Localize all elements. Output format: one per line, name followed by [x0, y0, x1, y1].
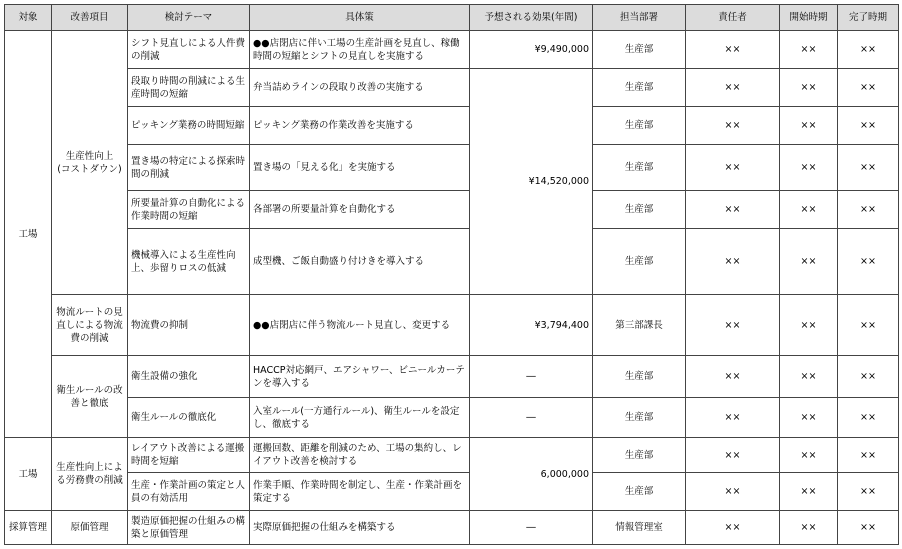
end-cell: ×× [838, 295, 899, 356]
owner-cell: ×× [686, 356, 780, 398]
effect-cell: ― [470, 511, 593, 545]
measure-cell: 置き場の「見える化」を実施する [250, 145, 470, 191]
owner-cell: ×× [686, 191, 780, 229]
start-cell: ×× [780, 145, 838, 191]
owner-cell: ×× [686, 229, 780, 295]
header-target: 対象 [5, 5, 52, 31]
measure-cell: ピッキング業務の作業改善を実施する [250, 107, 470, 145]
end-cell: ×× [838, 511, 899, 545]
department-cell: 第三部課長 [593, 295, 686, 356]
theme-cell: 衛生設備の強化 [128, 356, 250, 398]
owner-cell: ×× [686, 398, 780, 438]
start-cell: ×× [780, 511, 838, 545]
header-row [5, 5, 899, 31]
theme-cell: 所要量計算の自動化による作業時間の短縮 [128, 191, 250, 229]
table-row [5, 191, 899, 229]
header-theme: 検討テーマ [128, 5, 250, 31]
theme-cell: 物流費の抑制 [128, 295, 250, 356]
table-row [5, 31, 899, 69]
measure-cell: 成型機、ご飯自動盛り付けきを導入する [250, 229, 470, 295]
header-owner: 責任者 [686, 5, 780, 31]
effect-cell: ¥14,520,000 [470, 69, 593, 295]
start-cell: ×× [780, 438, 838, 473]
end-cell: ×× [838, 229, 899, 295]
department-cell: 情報管理室 [593, 511, 686, 545]
table-row [5, 229, 899, 295]
table-row [5, 511, 899, 545]
measure-cell: 運搬回数、距離を削減のため、工場の集約し、レイアウト改善を検討する [250, 438, 470, 473]
header-department: 担当部署 [593, 5, 686, 31]
end-cell: ×× [838, 356, 899, 398]
start-cell: ×× [780, 473, 838, 511]
table-row [5, 295, 899, 356]
measure-cell: HACCP対応網戸、エアシャワー、ビニールカーテンを導入する [250, 356, 470, 398]
header-start: 開始時期 [780, 5, 838, 31]
theme-cell: 段取り時間の削減による生産時間の短縮 [128, 69, 250, 107]
department-cell: 生産部 [593, 145, 686, 191]
measure-cell: 実際原価把握の仕組みを構築する [250, 511, 470, 545]
department-cell: 生産部 [593, 69, 686, 107]
measure-cell: ●●店閉店に伴い工場の生産計画を見直し、稼働時間の短縮とシフトの見直しを実施する [250, 31, 470, 69]
department-cell: 生産部 [593, 356, 686, 398]
table-row [5, 438, 899, 473]
header-end: 完了時期 [838, 5, 899, 31]
end-cell: ×× [838, 145, 899, 191]
table-row [5, 69, 899, 107]
improvement-plan-table [4, 4, 899, 545]
start-cell: ×× [780, 229, 838, 295]
start-cell: ×× [780, 31, 838, 69]
measure-cell: ●●店閉店に伴う物流ルート見直し、変更する [250, 295, 470, 356]
theme-cell: シフト見直しによる人件費の削減 [128, 31, 250, 69]
improvement-item-cell: 生産性向上 (コストダウン) [52, 31, 128, 295]
start-cell: ×× [780, 295, 838, 356]
start-cell: ×× [780, 356, 838, 398]
end-cell: ×× [838, 31, 899, 69]
owner-cell: ×× [686, 145, 780, 191]
start-cell: ×× [780, 191, 838, 229]
measure-cell: 作業手順、作業時間を制定し、生産・作業計画を策定する [250, 473, 470, 511]
department-cell: 生産部 [593, 398, 686, 438]
table-row [5, 473, 899, 511]
owner-cell: ×× [686, 107, 780, 145]
improvement-item-cell: 生産性向上による労務費の削減 [52, 438, 128, 511]
measure-cell: 入室ルール(一方通行ルール)、衛生ルールを設定し、徹底する [250, 398, 470, 438]
owner-cell: ×× [686, 473, 780, 511]
end-cell: ×× [838, 438, 899, 473]
effect-cell: ¥9,490,000 [470, 31, 593, 69]
department-cell: 生産部 [593, 191, 686, 229]
end-cell: ×× [838, 69, 899, 107]
owner-cell: ×× [686, 69, 780, 107]
target-cell: 工場 [5, 31, 52, 438]
effect-cell: ― [470, 356, 593, 398]
header-expected-effect: 予想される効果(年間) [470, 5, 593, 31]
theme-cell: ピッキング業務の時間短縮 [128, 107, 250, 145]
improvement-item-cell: 原価管理 [52, 511, 128, 545]
end-cell: ×× [838, 107, 899, 145]
theme-cell: 置き場の特定による探索時間の削減 [128, 145, 250, 191]
improvement-item-cell: 物流ルートの見直しによる物流費の削減 [52, 295, 128, 356]
owner-cell: ×× [686, 295, 780, 356]
department-cell: 生産部 [593, 229, 686, 295]
measure-cell: 各部署の所要量計算を自動化する [250, 191, 470, 229]
table-row [5, 356, 899, 398]
measure-cell: 弁当詰めラインの段取り改善の実施する [250, 69, 470, 107]
department-cell: 生産部 [593, 107, 686, 145]
header-measure: 具体策 [250, 5, 470, 31]
header-improvement-item: 改善項目 [52, 5, 128, 31]
improvement-item-cell: 衛生ルールの改善と徹底 [52, 356, 128, 438]
theme-cell: 生産・作業計画の策定と人員の有効活用 [128, 473, 250, 511]
end-cell: ×× [838, 473, 899, 511]
owner-cell: ×× [686, 511, 780, 545]
owner-cell: ×× [686, 438, 780, 473]
theme-cell: レイアウト改善による運搬時間を短縮 [128, 438, 250, 473]
target-cell: 採算管理 [5, 511, 52, 545]
owner-cell: ×× [686, 31, 780, 69]
theme-cell: 衛生ルールの徹底化 [128, 398, 250, 438]
start-cell: ×× [780, 69, 838, 107]
effect-cell: ― [470, 398, 593, 438]
department-cell: 生産部 [593, 438, 686, 473]
department-cell: 生産部 [593, 31, 686, 69]
effect-cell: 6,000,000 [470, 438, 593, 511]
department-cell: 生産部 [593, 473, 686, 511]
end-cell: ×× [838, 398, 899, 438]
theme-cell: 機械導入による生産性向上、歩留りロスの低減 [128, 229, 250, 295]
effect-cell: ¥3,794,400 [470, 295, 593, 356]
table-row [5, 107, 899, 145]
target-cell: 工場 [5, 438, 52, 511]
start-cell: ×× [780, 107, 838, 145]
theme-cell: 製造原価把握の仕組みの構築と原価管理 [128, 511, 250, 545]
start-cell: ×× [780, 398, 838, 438]
end-cell: ×× [838, 191, 899, 229]
table-row [5, 145, 899, 191]
table-row [5, 398, 899, 438]
